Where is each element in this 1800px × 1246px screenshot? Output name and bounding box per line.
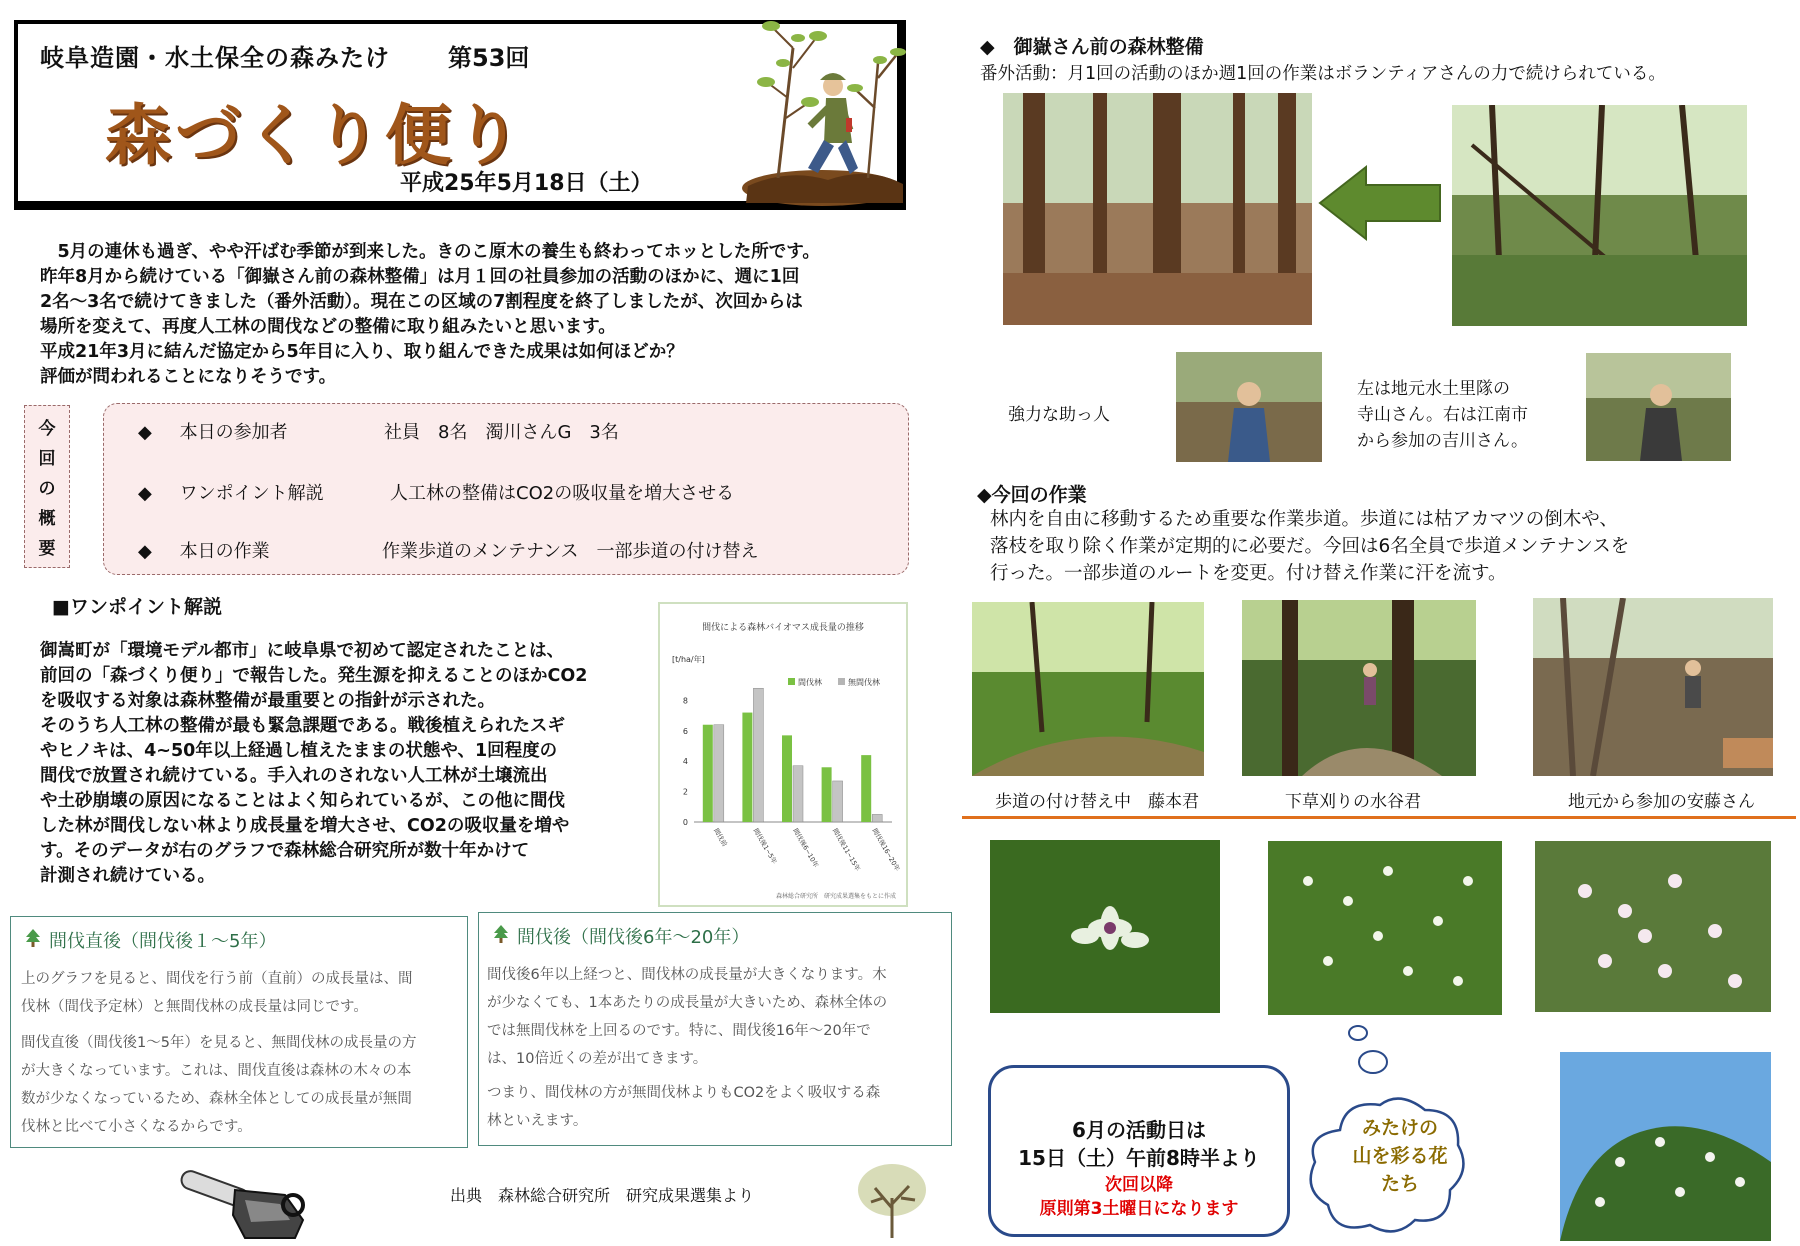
chart-y-tick-label: 4 bbox=[682, 757, 688, 767]
work-text-line: 落枝を取り除く作業が定期的に必要だ。今回は6名全員で歩道メンテナンスを bbox=[990, 536, 1630, 557]
caption-weeding: 下草刈りの水谷君 bbox=[1285, 792, 1421, 812]
diamond-bullet-icon: ◆ bbox=[138, 483, 152, 504]
onepoint-line: 前回の「森づくり便り」で報告した。発生源を抑えることのほかCO2 bbox=[40, 666, 588, 686]
chart-bar bbox=[742, 713, 752, 822]
chart-bar bbox=[833, 781, 843, 822]
section-forest-maintenance-subtext: 番外活動：月1回の活動のほか週1回の作業はボランティアさんの力で続けられている。 bbox=[980, 64, 1666, 84]
photo-volunteer-terayama bbox=[1176, 352, 1322, 462]
issue-number: 第53回 bbox=[448, 44, 530, 72]
photo-flower-1 bbox=[990, 840, 1220, 1013]
infobox-line: 林といえます。 bbox=[487, 1113, 588, 1129]
infobox-title bbox=[493, 923, 749, 949]
infobox-line: 伐林（間伐予定林）と無間伐林の成長量は同じです。 bbox=[21, 999, 368, 1015]
tree-clipart-icon bbox=[853, 1158, 931, 1238]
work-text-line: 林内を自由に移動するため重要な作業歩道。歩道には枯アカマツの倒木や、 bbox=[990, 509, 1618, 530]
section-forest-maintenance-heading: ◆ 御嶽さん前の森林整備 bbox=[980, 36, 1204, 58]
chart-bar bbox=[793, 766, 803, 822]
summary-label: 本日の作業 bbox=[179, 541, 270, 562]
next-schedule-box bbox=[988, 1065, 1290, 1237]
summary-label: 本日の参加者 bbox=[179, 422, 288, 443]
summary-side-label bbox=[24, 405, 70, 568]
flower-cloud-text bbox=[1340, 1114, 1460, 1198]
schedule-line1: 6月の活動日は bbox=[1072, 1118, 1206, 1142]
infobox-line: 数が少なくなっているため、森林全体としての成長量が無間 bbox=[21, 1091, 412, 1107]
chart-legend-swatch bbox=[838, 678, 845, 685]
chart-legend-swatch bbox=[788, 678, 795, 685]
chart-x-tick-label: 間伐前 bbox=[712, 827, 729, 848]
summary-row-work bbox=[138, 537, 759, 563]
photo-forest-before bbox=[1452, 105, 1747, 326]
schedule-line4: 原則第3土曜日になります bbox=[1039, 1199, 1239, 1219]
chart-bar bbox=[782, 735, 792, 822]
onepoint-line: やヒノキは、4~50年以上経過し植えたままの状態や、1回程度の bbox=[40, 741, 558, 761]
chart-x-tick-label: 間伐後16~20年 bbox=[870, 827, 902, 873]
photo-forest-after bbox=[1003, 93, 1312, 325]
summary-side-char: 要 bbox=[38, 539, 56, 559]
chart-legend-label: 間伐林 bbox=[798, 678, 822, 687]
section-divider bbox=[962, 816, 1796, 819]
photo-volunteer-yoshikawa bbox=[1586, 353, 1731, 461]
intro-line: 平成21年3月に結んだ協定から5年目に入り、取り組んできた成果は如何ほどか？ bbox=[40, 342, 684, 362]
summary-side-char: の bbox=[38, 479, 56, 499]
cloud-text-line: たち bbox=[1380, 1173, 1419, 1195]
chart-bar bbox=[714, 725, 724, 822]
chart-x-tick-label: 間伐後6~10年 bbox=[791, 827, 821, 869]
summary-value: 人工林の整備はCO2の吸収量を増大させる bbox=[390, 483, 735, 504]
photo-path-rerouting bbox=[972, 602, 1204, 776]
diamond-bullet-icon: ◆ bbox=[138, 422, 152, 443]
infobox-line: つまり、間伐林の方が無間伐林よりもCO2をよく吸収する森 bbox=[487, 1085, 881, 1101]
chart-y-tick-label: 0 bbox=[682, 818, 688, 827]
source-credit: 出典 森林総合研究所 研究成果選集より bbox=[450, 1186, 755, 1205]
summary-side-char: 今 bbox=[38, 419, 56, 439]
work-text-line: 行った。一部歩道のルートを変更。付け替え作業に汗を流す。 bbox=[990, 563, 1507, 584]
infobox-line: 間伐直後（間伐後1～5年）を見ると、無間伐林の成長量の方 bbox=[21, 1035, 417, 1051]
infobox-line: は、10倍近くの差が出てきます。 bbox=[487, 1051, 708, 1067]
onepoint-line: 計測され続けている。 bbox=[40, 866, 215, 886]
chart-bar bbox=[872, 814, 882, 822]
caption-path-rerouting: 歩道の付け替え中 藤本君 bbox=[995, 792, 1199, 812]
schedule-line2: 15日（土）午前8時半より bbox=[1018, 1146, 1260, 1170]
onepoint-line: 御嵩町が「環境モデル都市」に岐阜県で初めて認定されたことは、 bbox=[40, 641, 565, 661]
caption-people-line: から参加の吉川さん。 bbox=[1357, 431, 1529, 451]
chart-bar bbox=[703, 725, 713, 822]
infobox-line: 伐林と比べて小さくなるからです。 bbox=[21, 1119, 252, 1135]
chart-svg bbox=[660, 604, 906, 905]
onepoint-line: を吸収する対象は森林整備が最重要との指針が示された。 bbox=[40, 691, 495, 711]
onepoint-line: 間伐で放置され続けている。手入れのされない人工林が土壌流出 bbox=[40, 766, 548, 786]
photo-flower-3 bbox=[1535, 841, 1771, 1012]
caption-ando: 地元から参加の安藤さん bbox=[1568, 792, 1755, 812]
infobox-immediately-after-thinning bbox=[10, 916, 468, 1148]
infobox-title bbox=[25, 927, 276, 953]
intro-line: 2名～3名で続けてきました（番外活動）。現在この区域の7割程度を終了しましたが、次回からは bbox=[40, 292, 803, 312]
intro-line: 昨年8月から続けている「御嶽さん前の森林整備」は月１回の社員参加の活動のほかに、週に1回 bbox=[40, 267, 800, 287]
summary-value: 作業歩道のメンテナンス 一部歩道の付け替え bbox=[382, 541, 759, 562]
tree-icon bbox=[25, 929, 41, 947]
chart-bar bbox=[753, 688, 763, 822]
diamond-bullet-icon: ◆ bbox=[138, 541, 152, 562]
summary-side-char: 概 bbox=[38, 509, 56, 529]
chart-x-tick-label: 間伐後11~15年 bbox=[830, 827, 862, 873]
chart-y-tick-label: 2 bbox=[682, 787, 688, 797]
summary-box bbox=[103, 403, 909, 575]
infobox-title-text: 間伐後（間伐後6年～20年） bbox=[517, 927, 750, 948]
summary-value: 社員 8名 濁川さんG 3名 bbox=[384, 422, 619, 443]
chart-bar bbox=[861, 755, 871, 822]
photo-flowering-tree bbox=[1560, 1052, 1771, 1241]
chart-bar bbox=[822, 767, 832, 822]
onepoint-text bbox=[40, 639, 650, 889]
infobox-after-thinning bbox=[478, 912, 952, 1146]
summary-row-participants bbox=[138, 418, 619, 444]
intro-paragraph bbox=[40, 240, 910, 390]
section-todays-work-heading: ◆今回の作業 bbox=[977, 484, 1087, 506]
schedule-line3: 次回以降 bbox=[1105, 1175, 1173, 1195]
newsletter-title: 森づくり便り bbox=[105, 96, 525, 174]
summary-side-char: 回 bbox=[38, 449, 56, 469]
onepoint-line: す。そのデータが右のグラフで森林総合研究所が数十年かけて bbox=[40, 841, 530, 861]
thought-bubbles-icon bbox=[1340, 1020, 1400, 1100]
infobox-title-text: 間伐直後（間伐後１～5年） bbox=[49, 931, 277, 952]
chart-title: 間伐による森林バイオマス成長量の推移 bbox=[702, 623, 864, 633]
intro-line: 5月の連休も過ぎ、やや汗ばむ季節が到来した。きのこ原木の養生も終わってホッとした所です。 bbox=[40, 242, 820, 262]
infobox-line: 間伐後6年以上経つと、間伐林の成長量が大きくなります。木 bbox=[487, 967, 887, 983]
series-title: 岐阜造園・水土保全の森みたけ bbox=[40, 44, 390, 72]
issue-date: 平成25年5月18日（土） bbox=[400, 171, 653, 196]
intro-line: 場所を変えて、再度人工林の間伐などの整備に取り組みたいと思います。 bbox=[40, 317, 616, 337]
section-todays-work-text bbox=[990, 506, 1629, 587]
onepoint-heading: ■ワンポイント解説 bbox=[52, 596, 222, 618]
infobox-line: では無間伐林を上回るのです。特に、間伐後16年～20年で bbox=[487, 1023, 871, 1039]
cloud-text-line: みたけの bbox=[1361, 1117, 1438, 1139]
infobox-line: が少なくても、1本あたりの成長量が大きいため、森林全体の bbox=[487, 995, 888, 1011]
tree-icon bbox=[493, 925, 509, 943]
caption-people-line: 左は地元水土里隊の bbox=[1357, 379, 1510, 399]
photo-flower-2 bbox=[1268, 841, 1502, 1015]
onepoint-line: した林が間伐しない林より成長量を増大させ、CO2の吸収量を増や bbox=[40, 816, 570, 836]
caption-people-line: 寺山さん。右は江南市 bbox=[1357, 405, 1529, 425]
chart-source: 森林総合研究所 研究成果選集をもとに作成 bbox=[775, 893, 896, 900]
biomass-chart bbox=[658, 602, 908, 907]
chart-x-tick-label: 間伐後1~5年 bbox=[751, 827, 779, 866]
chart-legend-label: 無間伐林 bbox=[848, 678, 880, 687]
chainsaw-icon bbox=[175, 1160, 315, 1242]
arrow-left-icon bbox=[1318, 163, 1442, 243]
chart-y-tick-label: 6 bbox=[682, 726, 688, 736]
photo-ando-working bbox=[1533, 598, 1773, 776]
photo-weeding bbox=[1242, 600, 1476, 776]
infobox-line: 上のグラフを見ると、間伐を行う前（直前）の成長量は、間 bbox=[21, 971, 413, 987]
summary-row-onepoint bbox=[138, 479, 735, 505]
chart-y-tick-label: 8 bbox=[682, 696, 688, 706]
cloud-text-line: 山を彩る花 bbox=[1352, 1145, 1448, 1167]
onepoint-line: そのうち人工林の整備が最も緊急課題である。戦後植えられたスギ bbox=[40, 716, 565, 736]
chart-y-label: [t/ha/年] bbox=[672, 655, 705, 664]
summary-label: ワンポイント解説 bbox=[179, 483, 324, 504]
intro-line: 評価が問われることになりそうです。 bbox=[40, 367, 337, 387]
infobox-line: が大きくなっています。これは、間伐直後は森林の木々の本 bbox=[21, 1063, 412, 1079]
onepoint-line: や土砂崩壊の原因になることはよく知られているが、この他に間伐 bbox=[40, 791, 565, 811]
caption-helper: 強力な助っ人 bbox=[1008, 405, 1110, 425]
caption-people bbox=[1357, 376, 1528, 454]
planting-man-illustration bbox=[738, 8, 906, 208]
